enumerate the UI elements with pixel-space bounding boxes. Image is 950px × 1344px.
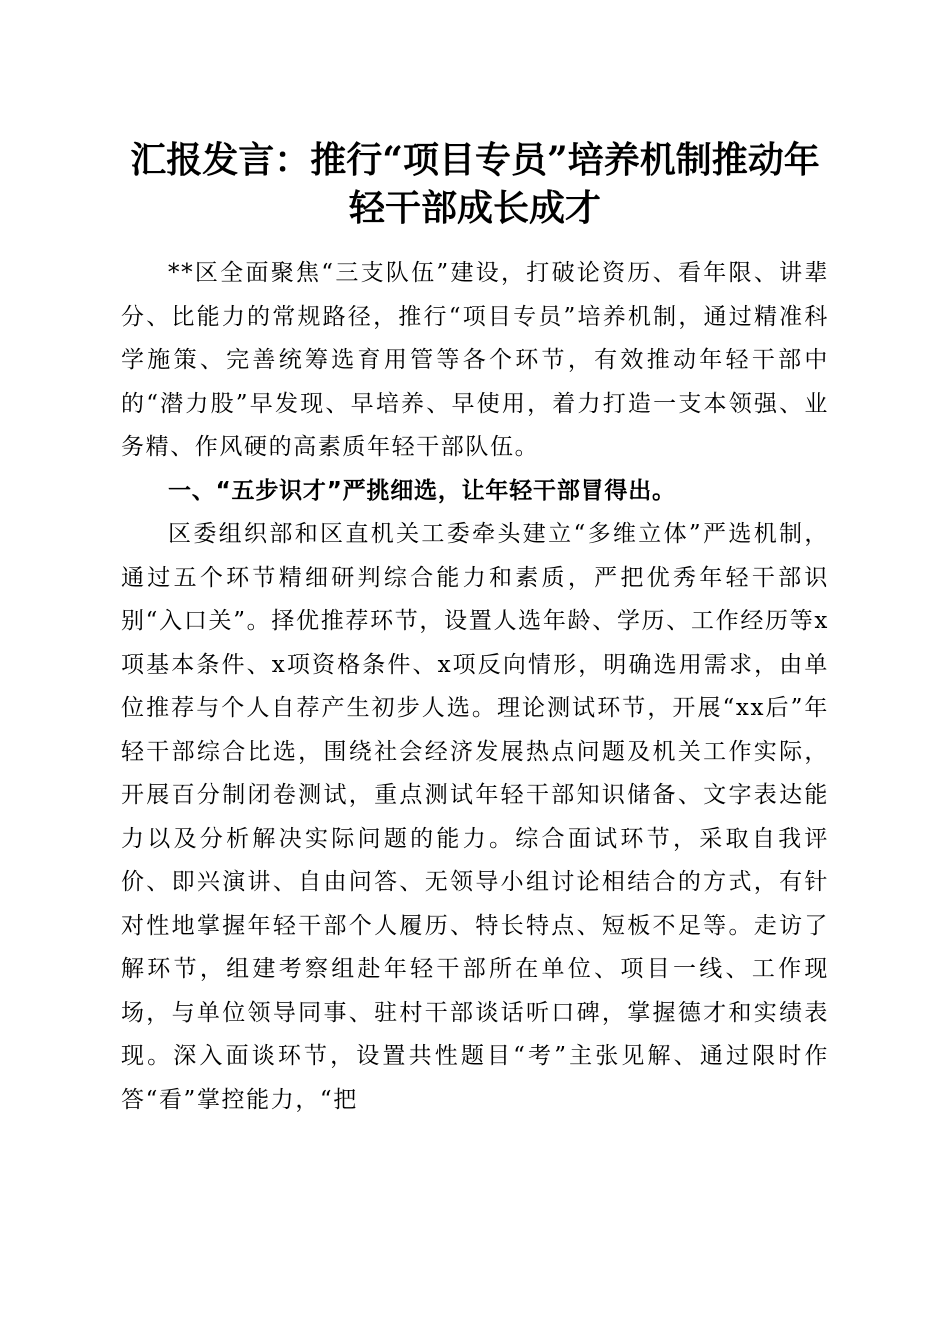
title-line-1: 汇报发言：推行“项目专员”培养机制推动年 xyxy=(130,139,820,181)
document-title xyxy=(100,136,850,232)
title-line-2: 轻干部成长成才 xyxy=(348,187,601,229)
section-1-heading: 一、“五步识才”严挑细选，让年轻干部冒得出。 xyxy=(168,477,676,504)
intro-paragraph: **区全面聚焦“三支队伍”建设，打破论资历、看年限、讲辈分、比能力的常规路径，推行“项目专员”培养机制，通过精准科学施策、完善统筹选育用管等各个环节，有效推动年轻干部中的“潜力股”早发现、早培养、早使用，着力打造一支本领强、业务精、作风硬的高素质年轻干部队伍。 xyxy=(121,260,829,460)
section-1-paragraph: 区委组织部和区直机关工委牵头建立“多维立体”严选机制，通过五个环节精细研判综合能力和素质，严把优秀年轻干部识别“入口关”。择优推荐环节，设置人选年龄、学历、工作经历等x项基本条件、x项资格条件、x项反向情形，明确选用需求，由单位推荐与个人自荐产生初步人选。理论测试环节，开展“xx后”年轻干部综合比选，围绕社会经济发展热点问题及机关工作实际，开展百分制闭卷测试，重点测试年轻干部知识储备、文字表达能力以及分析解决实际问题的能力。综合面试环节，采取自我评价、即兴演讲、自由问答、无领导小组讨论相结合的方式，有针对性地掌握年轻干部个人履历、特长特点、短板不足等。走访了解环节，组建考察组赴年轻干部所在单位、项目一线、工作现场，与单位领导同事、驻村干部谈话听口碑，掌握德才和实绩表现。深入面谈环节，设置共性题目“考”主张见解、通过限时作答“看”掌控能力，“把 xyxy=(121,521,829,1113)
document-body xyxy=(121,252,829,1122)
